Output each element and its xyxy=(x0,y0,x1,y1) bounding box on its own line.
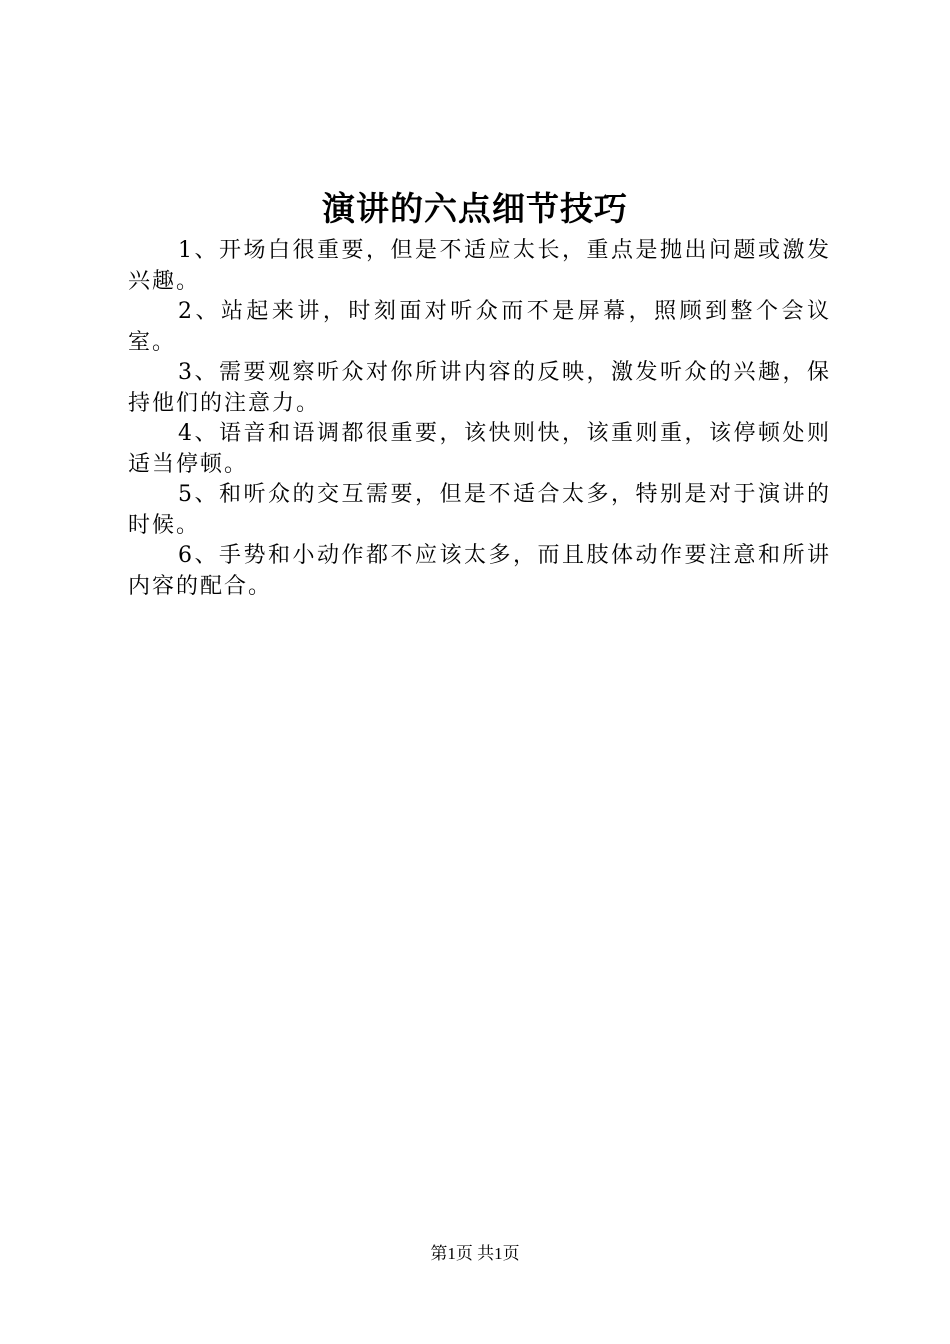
paragraph-1: 1、开场白很重要，但是不适应太长，重点是抛出问题或激发兴趣。 xyxy=(128,238,831,294)
paragraph-4: 4、语音和语调都很重要，该快则快，该重则重，该停顿处则适当停顿。 xyxy=(128,421,831,477)
paragraph-6: 6、手势和小动作都不应该太多，而且肢体动作要注意和所讲内容的配合。 xyxy=(128,543,831,599)
document-body xyxy=(128,236,831,602)
page-footer: 第1页 共1页 xyxy=(430,1244,520,1263)
paragraph-5: 5、和听众的交互需要，但是不适合太多，特别是对于演讲的时候。 xyxy=(128,482,831,538)
document-title: 演讲的六点细节技巧 xyxy=(322,189,628,228)
paragraph-3: 3、需要观察听众对你所讲内容的反映，激发听众的兴趣，保持他们的注意力。 xyxy=(128,360,831,416)
paragraph-2: 2、站起来讲，时刻面对听众而不是屏幕，照顾到整个会议室。 xyxy=(128,299,831,355)
